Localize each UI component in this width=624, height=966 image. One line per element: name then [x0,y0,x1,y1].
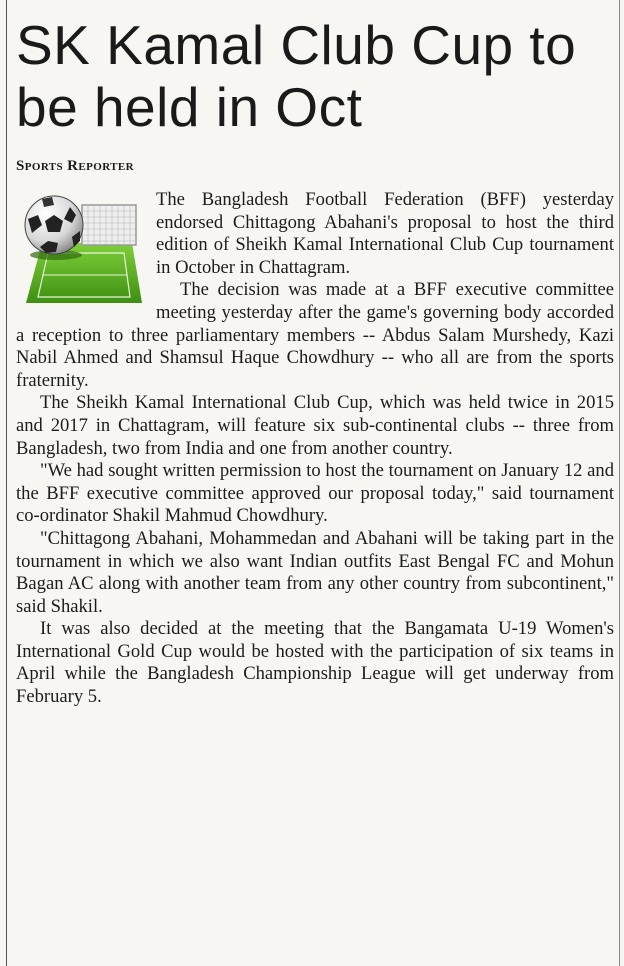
paragraph-3: The Sheikh Kamal International Club Cup, which was held twice in 2015 and 2017 in Chattagram, will feature six sub-continental clubs -- three from Bangladesh, two from India and one from another country. [16,392,614,459]
paragraph-1: The Bangladesh Football Federation (BFF) yesterday endorsed Chittagong Abahani's proposal to host the third edition of Sheikh Kamal International Club Cup tournament in October in Chattagram. [156,189,614,278]
paragraph-6: It was also decided at the meeting that the Bangamata U-19 Women's International Gold Cup would be hosted with the participation of six teams in April while the Bangladesh Championship League will get underway from February 5. [16,618,614,708]
football-goal-icon [20,193,142,303]
headline: SK Kamal Club Cup to be held in Oct [16,14,577,138]
paragraph-5: "Chittagong Abahani, Mohammedan and Abahani will be taking part in the tournament in which we also want Indian outfits East Bengal FC and Mohun Bagan AC along with another team from any other country from subcontinent," said Shakil. [16,527,614,617]
byline: Sports Reporter [16,158,134,174]
article-body [16,189,614,709]
paragraph-2: The decision was made at a BFF executive committee meeting yesterday after the game's governing body accorded a reception to three parliamentary members -- Abdus Salam Murshedy, Kazi Nabil Ahmed and Shamsul Haque Chowdhury -- who all are from the sports fraternity. [16,279,614,391]
paragraph-4: "We had sought written permission to host the tournament on January 12 and the BFF executive committee approved our proposal today," said tournament co-ordinator Shakil Mahmud Chowdhury. [16,460,614,527]
left-column-rule [6,0,7,966]
right-column-rule [619,0,620,966]
